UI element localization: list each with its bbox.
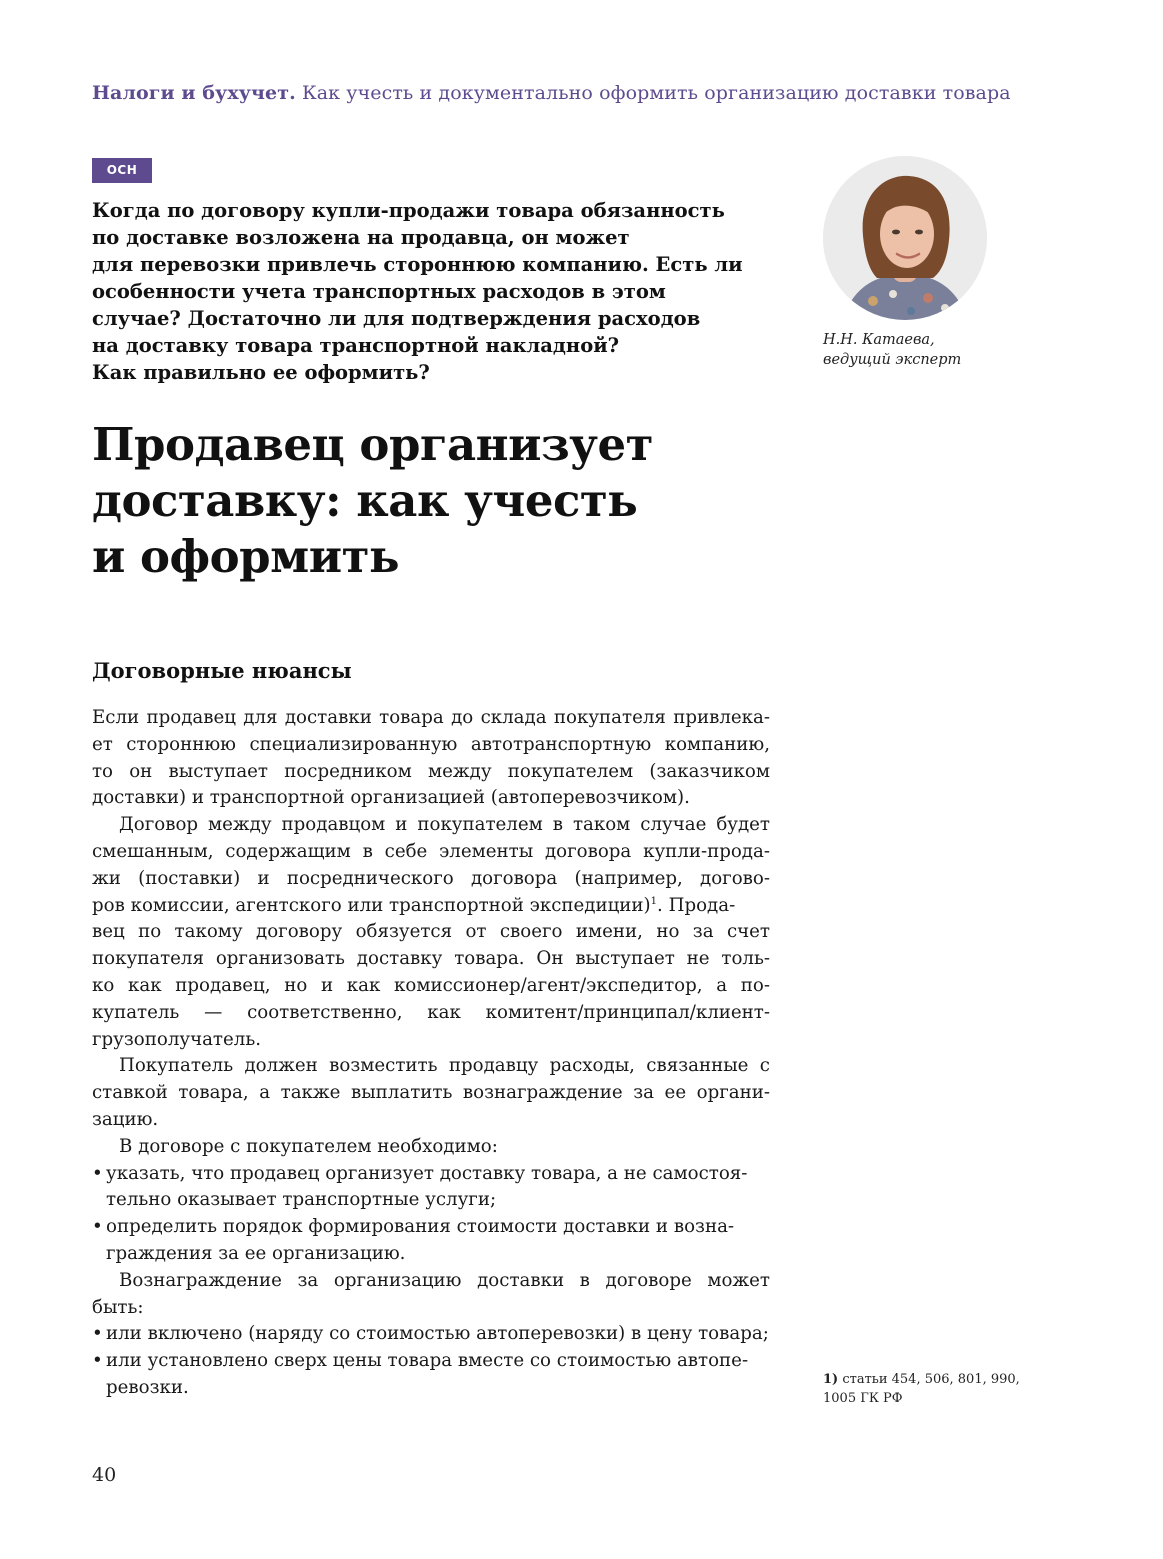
footnote-marker: 1)	[823, 1372, 839, 1387]
lead-paragraph	[92, 197, 792, 386]
list-item-text: указать, что продавец организует доставку товара, а не самостоя-	[106, 1162, 748, 1184]
running-head-section: Налоги и бухучет.	[92, 82, 296, 104]
lead-line: Как правильно ее оформить?	[92, 361, 430, 384]
body-line: покупателя организовать доставку товара. Он выступает не толь-	[92, 948, 770, 970]
body-line: купатель — соответственно, как комитент/принципал/клиент-	[92, 1001, 770, 1023]
author-portrait	[823, 156, 987, 320]
body-line: доставки) и транспортной организацией (автоперевозчиком).	[92, 787, 690, 809]
running-head-title: Как учесть и документально оформить организацию доставки товара	[301, 82, 1011, 104]
body-line: вец по такому договору обязуется от своего имени, но за счет	[92, 921, 770, 943]
bullet-icon: •	[92, 1162, 103, 1184]
body-line: быть:	[92, 1296, 144, 1318]
body-line: грузополучатель.	[92, 1028, 261, 1050]
list-item-text: или установлено сверх цены товара вместе со стоимостью автопе-	[106, 1350, 749, 1372]
footnote-text: 1005 ГК РФ	[823, 1391, 903, 1406]
list-item-continuation: тельно оказывает транспортные услуги;	[106, 1189, 497, 1211]
body-text-fragment: . Прода-	[657, 894, 736, 916]
lead-line: для перевозки привлечь стороннюю компанию. Есть ли	[92, 253, 743, 276]
body-line: ко как продавец, но и как комиссионер/агент/экспедитор, а по-	[92, 974, 770, 996]
title-line: доставку: как учесть	[92, 474, 638, 527]
list-item-text: или включено (наряду со стоимостью автоперевозки) в цену товара;	[106, 1323, 769, 1345]
body-line: смешанным, содержащим в себе элементы договора купли-прода-	[92, 840, 770, 862]
tax-regime-tag: ОСН	[92, 158, 152, 183]
body-line: жи (поставки) и посреднического договора (например, догово-	[92, 867, 770, 889]
body-line: ет стороннюю специализированную автотранспортную компанию,	[92, 733, 770, 755]
page-number: 40	[92, 1464, 117, 1486]
list-item-text: определить порядок формирования стоимости доставки и возна-	[106, 1216, 735, 1238]
article-title	[92, 417, 812, 585]
list-item-continuation: граждения за ее организацию.	[106, 1242, 406, 1264]
section-heading: Договорные нюансы	[92, 658, 352, 683]
article-body	[92, 705, 770, 1402]
body-line: Если продавец для доставки товара до склада покупателя привлека-	[92, 707, 770, 728]
lead-line: по доставке возложена на продавца, он может	[92, 226, 630, 249]
body-line: зацию.	[92, 1108, 159, 1130]
body-line: ставкой товара, а также выплатить вознаграждение за ее органи-	[92, 1082, 770, 1104]
body-line: Покупатель должен возместить продавцу расходы, связанные с	[119, 1055, 770, 1077]
author-caption	[823, 330, 1073, 370]
list-item	[92, 1214, 770, 1241]
lead-line: Когда по договору купли-продажи товара обязанность	[92, 199, 725, 222]
title-line: Продавец организует	[92, 418, 653, 471]
list-item	[92, 1161, 770, 1188]
body-line: Договор между продавцом и покупателем в таком случае будет	[119, 814, 770, 836]
body-line: Вознаграждение за организацию доставки в договоре может	[119, 1269, 770, 1291]
body-line-with-footnote	[92, 893, 770, 920]
lead-line: особенности учета транспортных расходов в этом	[92, 280, 666, 303]
author-photo	[823, 156, 987, 320]
body-text-fragment: ров комиссии, агентского или транспортной экспедиции)	[92, 894, 651, 916]
body-line: В договоре с покупателем необходимо:	[119, 1135, 498, 1157]
bullet-icon: •	[92, 1350, 103, 1372]
author-position: ведущий эксперт	[823, 352, 962, 368]
author-name: Н.Н. Катаева,	[823, 332, 935, 348]
footnote	[823, 1370, 1033, 1408]
list-item	[92, 1321, 770, 1348]
lead-line: на доставку товара транспортной накладной?	[92, 334, 620, 357]
title-line: и оформить	[92, 530, 400, 583]
body-line: то он выступает посредником между покупателем (заказчиком	[92, 760, 770, 782]
list-item-continuation: ревозки.	[106, 1376, 189, 1398]
running-head	[92, 82, 1092, 104]
bullet-icon: •	[92, 1323, 103, 1345]
list-item	[92, 1348, 770, 1375]
bullet-icon: •	[92, 1216, 103, 1238]
footnote-ref[interactable]: 1	[650, 895, 658, 907]
lead-line: случае? Достаточно ли для подтверждения расходов	[92, 307, 701, 330]
footnote-text: статьи 454, 506, 801, 990,	[842, 1372, 1020, 1387]
